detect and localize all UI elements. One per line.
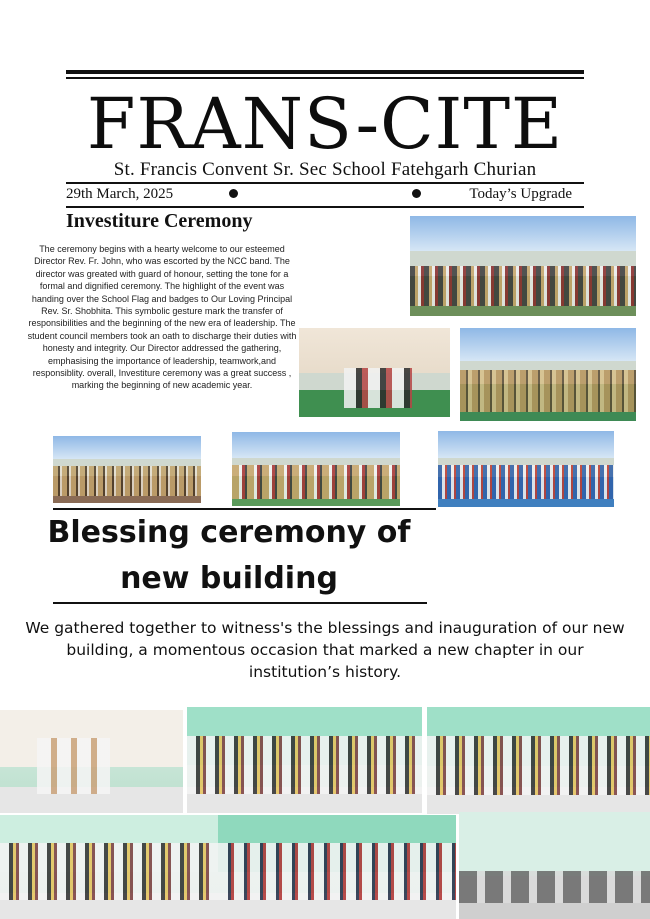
masthead-top-rule-thick	[66, 70, 584, 74]
section-title-investiture: Investiture Ceremony	[66, 210, 253, 232]
bullet-dot	[412, 189, 421, 198]
school-name: St. Francis Convent Sr. Sec School Fatehgarh Churian	[113, 159, 537, 180]
issue-date: 29th March, 2025	[66, 186, 174, 202]
blessing-title-line-2: new building	[120, 561, 338, 596]
masthead-top-rule-thin	[66, 77, 584, 79]
photo-ncc-parade	[410, 216, 636, 316]
photo-classroom	[459, 812, 650, 919]
photo-gathering-hall	[0, 815, 218, 919]
photo-flag-handover	[299, 328, 450, 417]
blessing-title-line-1: Blessing ceremony of	[47, 515, 411, 550]
bullet-dot	[229, 189, 238, 198]
investiture-article-text: The ceremony begins with a hearty welcome to our esteemed Director Rev. Fr. John, who was escorted by the NCC band. The director was greated with guard of honour, setting the tone for a formal and dignified ceremony. The highlight of the event was handing over the School Flag and badges to Our Loving Principal Rev. Sr. Shobhita. This symbolic gesture mark the transfer of responsibilities and the beginning of the new era of leadership. The student council members took an oath to discharge their duties with honesty and integrity. Our Director addressed the gathering, emphasising the importance of leadership, teamwork,and responsiblity. overall, Investiture ceremony was a great success , marking the beginning of new academic year.	[27, 244, 297, 391]
newspaper-title: FRANS-CITE	[86, 83, 564, 165]
issue-tagline: Today’s Upgrade	[469, 186, 572, 202]
masthead-rule-2	[66, 206, 584, 208]
photo-students-line	[218, 815, 456, 919]
photo-prayer-room	[187, 707, 422, 813]
photo-council-group	[232, 432, 400, 506]
photo-guard-of-honour	[460, 328, 636, 421]
photo-march-past	[53, 436, 201, 503]
photo-assembly-ground	[438, 431, 614, 507]
blessing-underline	[53, 602, 427, 604]
photo-altar-prayer	[427, 707, 650, 814]
photo-priest-blessing	[0, 710, 183, 813]
section-title-blessing	[40, 510, 418, 602]
masthead-rule-1	[66, 182, 584, 184]
blessing-article-text: We gathered together to witness's the blessings and inauguration of our new building, a momentous occasion that marked a new chapter in our institution’s history.	[25, 619, 625, 681]
